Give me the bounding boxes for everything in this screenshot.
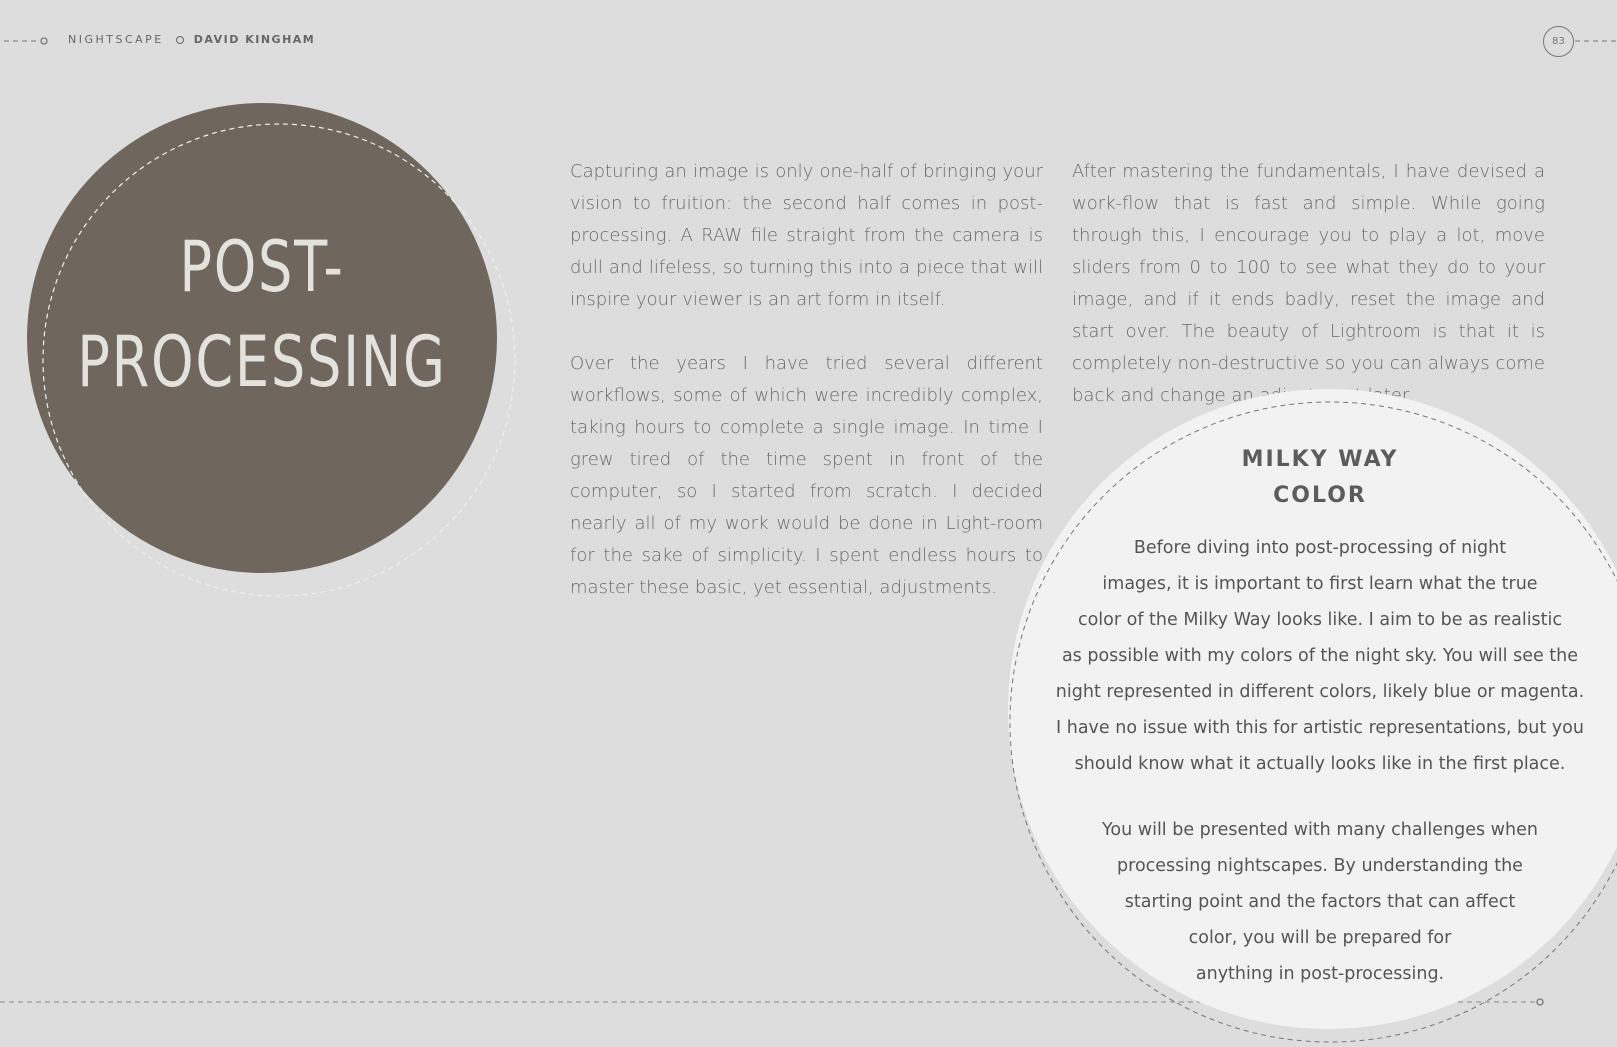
sidebar-paragraph-2 <box>1050 812 1590 992</box>
sidebar-line: should know what it actually looks like in the first place. <box>1074 754 1566 774</box>
sidebar-paragraph-1 <box>1050 530 1590 782</box>
author-name: DAVID KINGHAM <box>193 33 316 46</box>
column1-paragraph-2: Over the years I have tried several different workflows, some of which were incredibly complex, taking hours to complete a single image. In time I grew tired of the time spent in front of the computer, so I started from scratch. I decided nearly all of my work would be done in Light-room for the sake of simplicity. I spent endless hours to master these basic, yet essential, adjustments. <box>570 353 1043 598</box>
sidebar-line: color, you will be prepared for <box>1188 928 1452 948</box>
sidebar-line: as possible with my colors of the night sky. You will see the <box>1061 646 1579 666</box>
sidebar-line: anything in post-processing. <box>1195 964 1445 984</box>
column2-paragraph-1: After mastering the fundamentals, I have devised a work-flow that is fast and simple. While going through this, I encourage you to play a lot, move sliders from 0 to 100 to see what they do to your image, and if it ends badly, reset the image and start over. The beauty of Lightroom is that it is completely non-destructive so you can always come back and change an adjustment later. <box>1072 161 1545 406</box>
sidebar-line: processing nightscapes. By understanding the <box>1117 856 1523 876</box>
sidebar-line: starting point and the factors that can affect <box>1124 892 1516 912</box>
book-title: NIGHTSCAPE <box>68 33 164 46</box>
page-number: 83 <box>1543 26 1574 57</box>
sidebar-line: I have no issue with this for artistic representations, but you <box>1056 718 1584 738</box>
chapter-title-line2: PROCESSING <box>77 321 447 403</box>
sidebar-line: You will be presented with many challenges when <box>1102 820 1538 840</box>
sidebar-line: color of the Milky Way looks like. I aim to be as realistic <box>1077 610 1563 630</box>
sidebar-title <box>1120 442 1520 514</box>
column1-paragraph-1: Capturing an image is only one-half of bringing your vision to fruition: the second half comes in post-processing. A RAW file straight from the camera is dull and lifeless, so turning this into a piece that will inspire your viewer is an art form in itself. <box>570 161 1043 310</box>
chapter-title-line1: POST- <box>179 226 345 308</box>
sidebar-line: images, it is important to first learn what the true <box>1102 574 1538 594</box>
sidebar-line: night represented in different colors, likely blue or magenta. <box>1055 682 1585 702</box>
sidebar-title-line1: MILKY WAY <box>1241 447 1399 472</box>
sidebar-line: Before diving into post-processing of night <box>1133 538 1507 558</box>
sidebar-title-line2: COLOR <box>1273 483 1367 508</box>
sidebar-body <box>1050 530 1590 1022</box>
